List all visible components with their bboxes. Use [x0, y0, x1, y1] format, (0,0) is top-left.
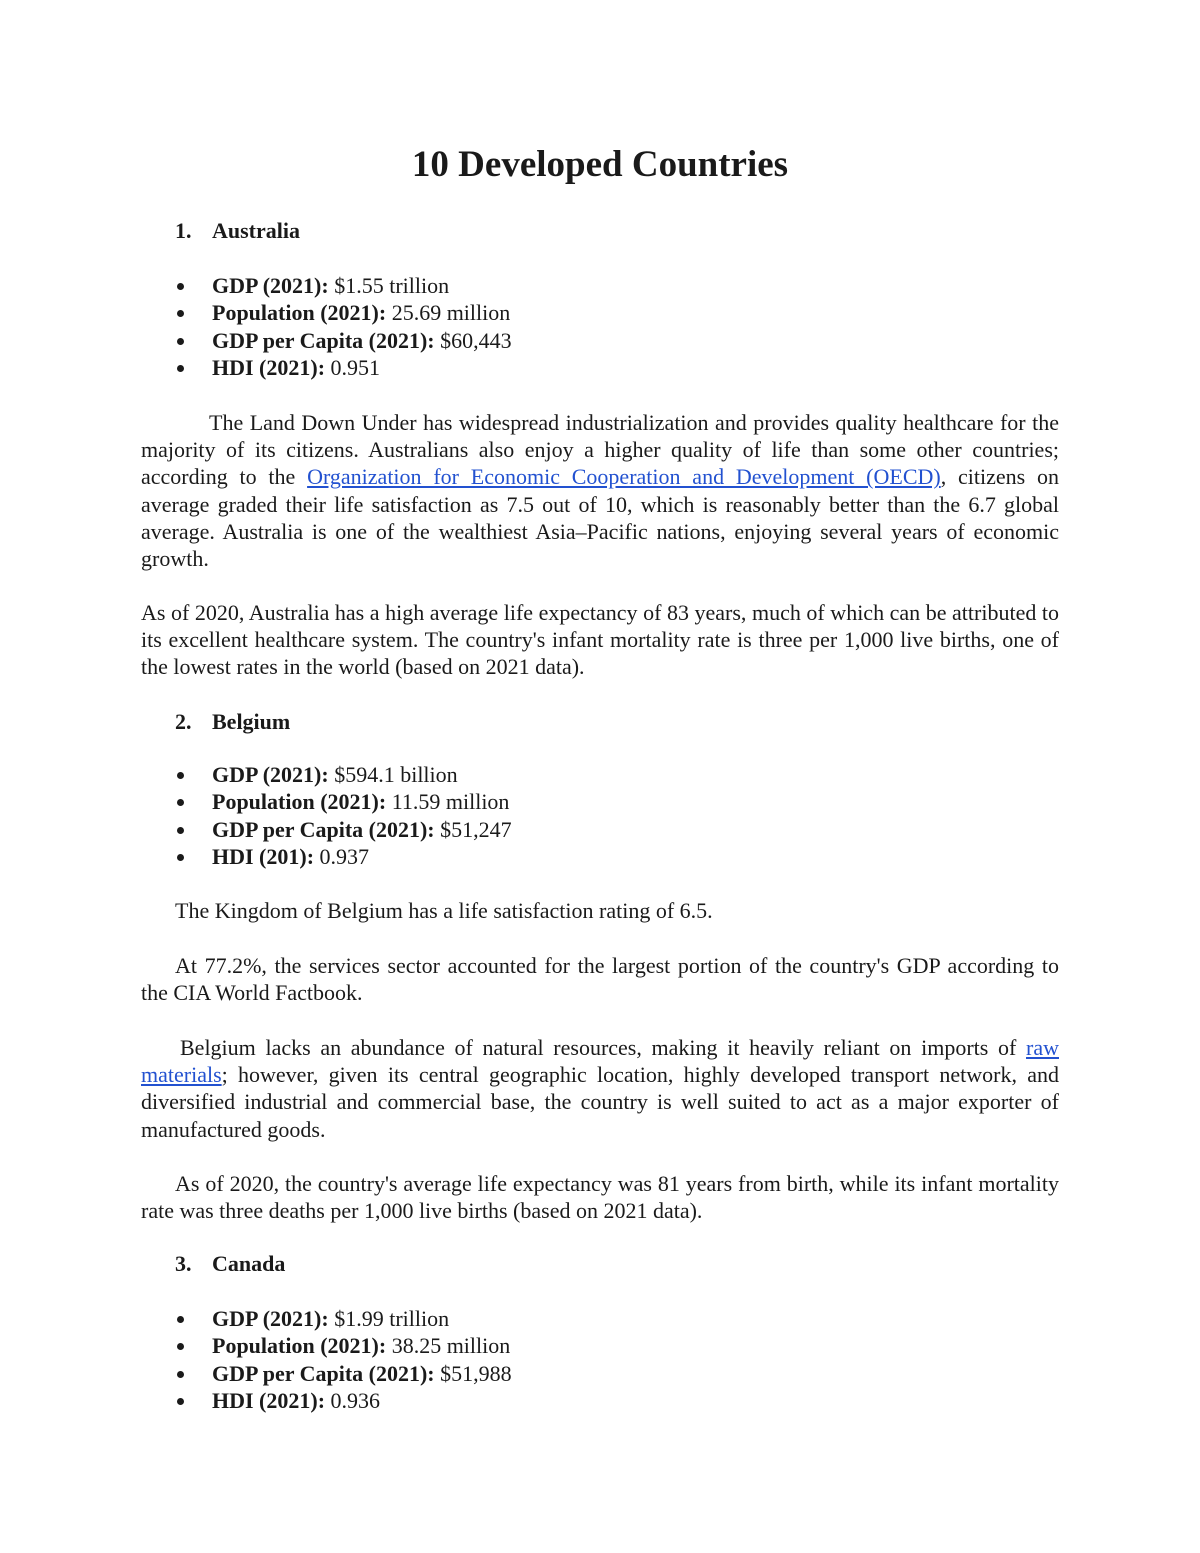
fact-item	[175, 788, 512, 815]
fact-label: HDI (201):	[212, 843, 315, 869]
fact-value: $1.55 trillion	[328, 273, 450, 298]
belgium-paragraph-4: As of 2020, the country's average life expectancy was 81 years from birth, while its infant mortality rate was three deaths per 1,000 live births (based on 2021 data).	[141, 1171, 1059, 1224]
fact-value: 38.25 million	[386, 1333, 511, 1359]
fact-item	[175, 299, 512, 326]
belgium-paragraph-3: Belgium lacks an abundance of natural resources, making it heavily reliant on imports of raw materials; however, given its central geographic location, highly developed transport network, and diversified industrial and commercial base, the country is well suited to act as a major exporter of manufactured goods.	[141, 1035, 1059, 1142]
fact-item	[175, 272, 512, 299]
fact-value: $594.1 billion	[328, 762, 458, 787]
fact-value: 0.951	[325, 354, 381, 380]
fact-value: $1.99 trillion	[328, 1306, 450, 1331]
fact-item	[175, 761, 512, 788]
section-number: 2.	[175, 709, 192, 734]
facts-list-canada	[175, 1305, 512, 1414]
fact-label: GDP per Capita (2021):	[212, 816, 435, 842]
australia-paragraph-2: As of 2020, Australia has a high average life expectancy of 83 years, much of which can be attributed to its excellent healthcare system. The country's infant mortality rate is three per 1,000 live births, one of the lowest rates in the world (based on 2021 data).	[141, 600, 1059, 680]
facts-list-belgium	[175, 761, 512, 870]
section-heading-australia	[175, 217, 300, 245]
fact-item	[175, 354, 512, 381]
fact-label: GDP per Capita (2021):	[212, 1360, 435, 1386]
fact-value: 11.59 million	[386, 789, 510, 815]
section-name: Australia	[212, 218, 300, 243]
section-heading-canada	[175, 1250, 285, 1278]
fact-item	[175, 816, 512, 843]
fact-label: HDI (2021):	[212, 1387, 326, 1413]
section-name: Canada	[212, 1251, 286, 1276]
fact-value: $51,247	[434, 816, 512, 842]
fact-item	[175, 1360, 512, 1387]
fact-label: GDP (2021):	[212, 1306, 329, 1331]
fact-value: 25.69 million	[386, 300, 511, 326]
fact-label: GDP per Capita (2021):	[212, 327, 435, 353]
section-heading-belgium	[175, 708, 290, 736]
fact-item	[175, 1332, 512, 1359]
document-title: 10 Developed Countries	[411, 144, 789, 185]
raw-materials-link[interactable]: raw materials	[141, 1035, 1059, 1088]
fact-label: Population (2021):	[212, 789, 387, 815]
section-name: Belgium	[212, 709, 291, 734]
fact-label: GDP (2021):	[212, 273, 329, 298]
fact-label: Population (2021):	[212, 1333, 387, 1359]
oecd-link[interactable]: Organization for Economic Cooperation and Development (OECD)	[307, 464, 941, 490]
fact-value: $60,443	[434, 327, 512, 353]
fact-item	[175, 327, 512, 354]
fact-item	[175, 1305, 512, 1332]
fact-value: 0.937	[314, 843, 370, 869]
fact-item	[175, 843, 512, 870]
section-number: 1.	[175, 218, 192, 243]
belgium-paragraph-1: The Kingdom of Belgium has a life satisfaction rating of 6.5.	[175, 898, 713, 923]
section-number: 3.	[175, 1251, 192, 1276]
fact-value: 0.936	[325, 1387, 381, 1413]
australia-paragraph-1: The Land Down Under has widespread industrialization and provides quality healthcare for the majority of its citizens. Australians also enjoy a higher quality of life than some other countries; according to the Organization for Economic Cooperation and Development (OECD), citizens on average graded their life satisfaction as 7.5 out of 10, which is reasonably better than the 6.7 global average. Australia is one of the wealthiest Asia–Pacific nations, enjoying several years of economic growth.	[141, 410, 1059, 572]
fact-label: HDI (2021):	[212, 354, 326, 380]
fact-label: GDP (2021):	[212, 762, 329, 787]
fact-label: Population (2021):	[212, 300, 387, 326]
fact-item	[175, 1387, 512, 1414]
fact-value: $51,988	[434, 1360, 512, 1386]
belgium-paragraph-2: At 77.2%, the services sector accounted for the largest portion of the country's GDP according to the CIA World Factbook.	[141, 953, 1059, 1006]
facts-list-australia	[175, 272, 512, 381]
